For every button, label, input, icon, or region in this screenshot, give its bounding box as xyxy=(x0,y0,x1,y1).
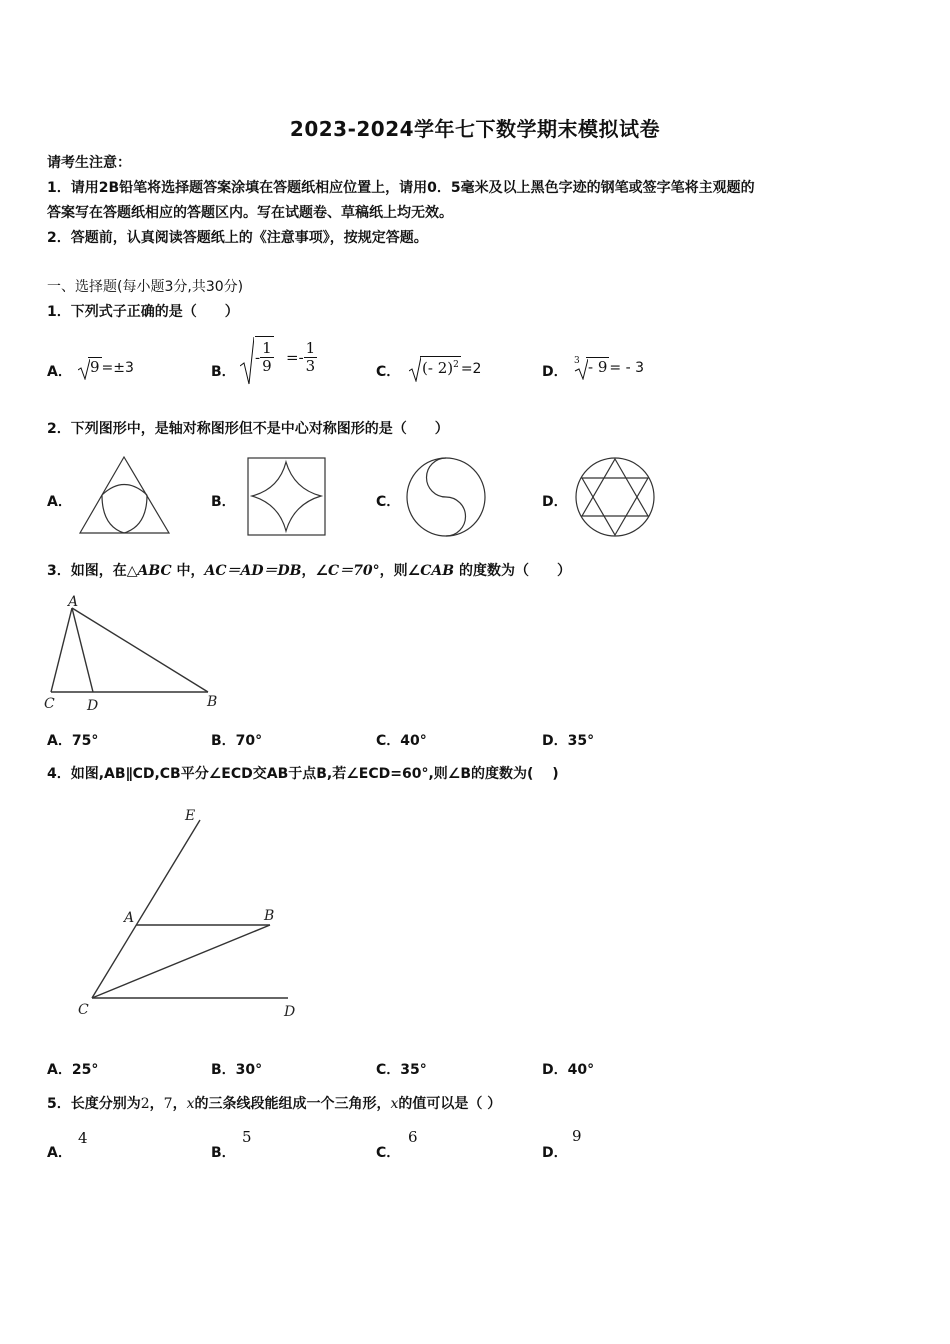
q2-stem: 2．下列图形中，是轴对称图形但不是中心对称图形的是（ ） xyxy=(47,421,449,437)
q5-option-b-value: 5 xyxy=(242,1128,252,1146)
notice-line-1: 1．请用2B铅笔将选择题答案涂填在答题纸相应位置上，请用0．5毫米及以上黑色字迹的钢笔或签字笔将主观题的 xyxy=(47,180,755,196)
q4-stem: 4．如图,AB∥CD,CB平分∠ECD交AB于点B,若∠ECD=60°,则∠B的度数为( ) xyxy=(47,766,559,782)
q1-stem: 1．下列式子正确的是（ ） xyxy=(47,304,239,320)
q4-option-b: B．30° xyxy=(211,1062,263,1078)
q1-option-c-expr: (- 2)$^2$ =2 xyxy=(409,356,481,377)
q1-option-d-expr: 3 - 9 = - 3 xyxy=(574,358,644,376)
q2-option-a-label: A． xyxy=(47,494,72,510)
q2-figure-d-circle-hexagram xyxy=(574,456,658,540)
q2-option-b-label: B． xyxy=(211,494,236,510)
q4-label-e: E xyxy=(185,808,196,824)
radical-sign-icon xyxy=(240,336,254,386)
notice-line-2: 答案写在答题纸相应的答题区内。写在试题卷、草稿纸上均无效。 xyxy=(47,205,453,221)
q5-option-c-label: C． xyxy=(376,1145,401,1161)
q4-option-a: A．25° xyxy=(47,1062,99,1078)
q3-option-c: C．40° xyxy=(376,733,427,749)
q3-stem: 3．如图，在△ABC 中，AC＝AD＝DB，∠C＝70°，则∠CAB 的度数为（ ） xyxy=(47,563,571,579)
q5-option-b-label: B． xyxy=(211,1145,236,1161)
q3-option-a: A．75° xyxy=(47,733,99,749)
q2-figure-c-taiji xyxy=(405,456,489,540)
q4-label-a: A xyxy=(124,910,135,926)
q4-label-b: B xyxy=(264,908,275,924)
q2-option-c-label: C． xyxy=(376,494,401,510)
q5-option-a-label: A． xyxy=(47,1145,72,1161)
page-title: 2023-2024学年七下数学期末模拟试卷 xyxy=(289,117,661,141)
q4-label-d: D xyxy=(284,1004,296,1020)
radical-sign-icon xyxy=(78,358,90,380)
q2-option-d-label: D． xyxy=(542,494,568,510)
q4-parallel-lines-figure xyxy=(70,800,310,1025)
q1-option-c-label: C． xyxy=(376,364,401,380)
q3-label-b: B xyxy=(207,694,218,710)
q2-figure-b-square-star xyxy=(246,456,328,538)
q3-label-d: D xyxy=(87,698,99,714)
section-heading: 一、选择题(每小题3分,共30分) xyxy=(47,279,244,295)
q3-option-b: B．70° xyxy=(211,733,263,749)
q4-label-c: C xyxy=(78,1002,89,1018)
q3-label-c: C xyxy=(44,696,55,712)
q4-option-d: D．40° xyxy=(542,1062,595,1078)
radical-sign-icon xyxy=(574,358,588,380)
q1-option-d-label: D． xyxy=(542,364,568,380)
q1-option-a-label: A． xyxy=(47,364,72,380)
q1-option-b-label: B． xyxy=(211,364,236,380)
q3-label-a: A xyxy=(68,594,79,610)
q4-option-c: C．35° xyxy=(376,1062,427,1078)
q1-option-a-expr: 9 =±3 xyxy=(78,358,134,376)
q3-triangle-figure xyxy=(40,592,225,714)
q5-option-d-value: 9 xyxy=(572,1127,582,1145)
q3-option-d: D．35° xyxy=(542,733,595,749)
q5-stem: 5．长度分别为2，7，x的三条线段能组成一个三角形，x的值可以是（ ） xyxy=(47,1096,502,1112)
notice-line-3: 2．答题前，认真阅读答题纸上的《注意事项》，按规定答题。 xyxy=(47,230,428,246)
notice-heading: 请考生注意： xyxy=(47,155,131,171)
q2-figure-a-triangle-arcs xyxy=(76,454,174,536)
radical-sign-icon xyxy=(409,356,421,382)
q5-option-a-value: 4 xyxy=(78,1129,88,1147)
q5-option-c-value: 6 xyxy=(408,1128,418,1146)
q5-option-d-label: D． xyxy=(542,1145,568,1161)
